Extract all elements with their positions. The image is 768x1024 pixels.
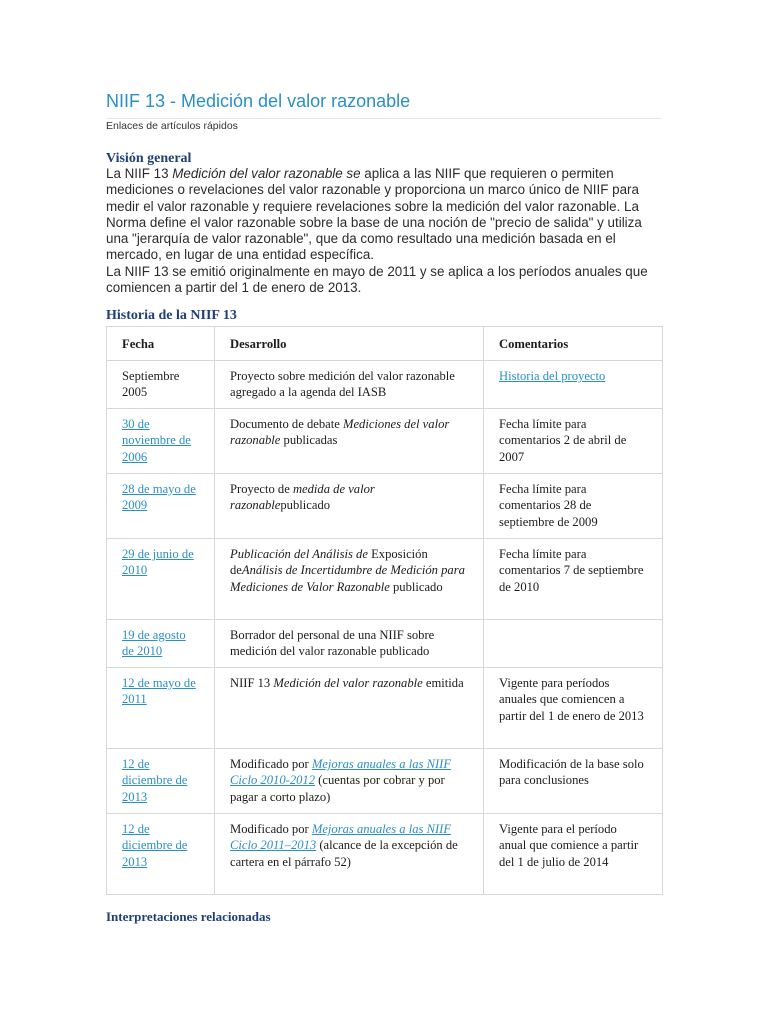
- comments-cell: Vigente para períodos anuales que comiencen a partir del 1 de enero de 2013: [484, 668, 663, 749]
- date-link[interactable]: 19 de agosto de 2010: [122, 628, 186, 659]
- table-row: [107, 474, 663, 539]
- table-row: [107, 409, 663, 474]
- comments-cell: [484, 620, 663, 668]
- text: (alcance de la excepción de cartera en el párrafo 52): [230, 838, 458, 869]
- section-heading-history: Historia de la NIIF 13: [106, 308, 237, 323]
- title-divider: [106, 118, 662, 119]
- development-cell: [215, 749, 484, 814]
- text: publicadas: [280, 433, 338, 448]
- date-cell: [107, 814, 215, 895]
- development-cell: [215, 539, 484, 620]
- history-table: [106, 326, 663, 895]
- text: publicado: [389, 579, 443, 594]
- column-header-comments: Comentarios: [484, 327, 663, 361]
- date-cell: Septiembre 2005: [107, 361, 215, 409]
- development-cell: [215, 409, 484, 474]
- text: Proyecto de: [230, 482, 293, 496]
- comments-cell: Modificación de la base solo para conclusiones: [484, 749, 663, 814]
- table-row: [107, 668, 663, 749]
- text: La NIIF 13: [106, 166, 173, 181]
- text: Documento de debate: [230, 417, 343, 431]
- text: emitida: [422, 676, 464, 690]
- text: publicado: [280, 498, 331, 513]
- date-cell: [107, 474, 215, 539]
- comments-cell: [484, 361, 663, 409]
- column-header-date: Fecha: [107, 327, 215, 361]
- development-cell: Proyecto sobre medición del valor razonable agregado a la agenda del IASB: [215, 361, 484, 409]
- table-row: [107, 620, 663, 668]
- link-text[interactable]: Mejoras anuales a las NIIF Ciclo 2010-2012: [230, 757, 452, 788]
- development-cell: [215, 474, 484, 539]
- date-cell: [107, 749, 215, 814]
- development-cell: [215, 668, 484, 749]
- comments-cell: Fecha límite para comentarios 28 de septiembre de 2009: [484, 474, 663, 539]
- table-row: [107, 539, 663, 620]
- document-title: Mediciones del valor razonable: [230, 417, 450, 448]
- date-link[interactable]: 12 de diciembre de 2013: [122, 822, 188, 869]
- document-title: Publicación del Análisis de: [230, 547, 368, 561]
- comments-cell: Fecha límite para comentarios 7 de septiembre de 2010: [484, 539, 663, 620]
- date-link[interactable]: 12 de diciembre de 2013: [122, 757, 188, 804]
- document-title: Análisis de Incertidumbre de Medición para Mediciones de Valor Razonable: [230, 563, 465, 594]
- comments-cell: Vigente para el período anual que comience a partir del 1 de julio de 2014: [484, 814, 663, 895]
- column-header-development: Desarrollo: [215, 327, 484, 361]
- date-link[interactable]: 29 de junio de 2010: [122, 547, 194, 578]
- table-row: [107, 814, 663, 895]
- text: Modificado por: [230, 822, 312, 836]
- text: Exposición de: [230, 547, 428, 578]
- table-row: [107, 749, 663, 814]
- text: Modificado por: [230, 757, 312, 771]
- text: aplica a las NIIF que requieren o permiten mediciones o revelaciones del valor razonable y proporciona un marco único de NIIF para medir el valor razonable y requiere revelaciones sobre la medición del valor razonable. La Norma define el valor razonable sobre la base de una noción de "precio de salida" y utiliza una "jerarquía de valor razonable", que da como resultado una medición basada en el mercado, en lugar de una entidad específica.: [106, 166, 642, 263]
- text: (cuentas por cobrar y por pagar a corto plazo): [230, 773, 445, 804]
- section-heading-overview: Visión general: [106, 151, 192, 166]
- table-row: [107, 361, 663, 409]
- overview-text: [106, 166, 662, 296]
- overview-paragraph-2: La NIIF 13 se emitió originalmente en mayo de 2011 y se aplica a los períodos anuales que comiencen a partir del 1 de enero de 2013.: [106, 263, 648, 296]
- project-history-link[interactable]: Historia del proyecto: [499, 369, 606, 383]
- date-link[interactable]: 12 de mayo de 2011: [122, 676, 196, 707]
- date-link[interactable]: 28 de mayo de 2009: [122, 482, 196, 513]
- quick-links-label[interactable]: Enlaces de artículos rápidos: [106, 120, 238, 132]
- section-heading-interpretations: Interpretaciones relacionadas: [106, 909, 271, 924]
- date-link[interactable]: 30 de noviembre de 2006: [122, 417, 191, 464]
- standard-name: Medición del valor razonable se: [172, 166, 361, 181]
- page-title: NIIF 13 - Medición del valor razonable: [106, 91, 411, 111]
- document-title: medida de valor razonable: [230, 482, 375, 513]
- date-cell: [107, 668, 215, 749]
- date-cell: [107, 620, 215, 668]
- link-text[interactable]: Mejoras anuales a las NIIF Ciclo 2011–2013: [230, 822, 452, 853]
- table-header-row: [107, 327, 663, 361]
- date-cell: [107, 539, 215, 620]
- development-cell: Borrador del personal de una NIIF sobre medición del valor razonable publicado: [215, 620, 484, 668]
- development-cell: [215, 814, 484, 895]
- text: NIIF 13: [230, 676, 274, 690]
- comments-cell: Fecha límite para comentarios 2 de abril de 2007: [484, 409, 663, 474]
- document-title: Medición del valor razonable: [273, 676, 423, 690]
- overview-paragraph-1: [106, 166, 662, 264]
- date-cell: [107, 409, 215, 474]
